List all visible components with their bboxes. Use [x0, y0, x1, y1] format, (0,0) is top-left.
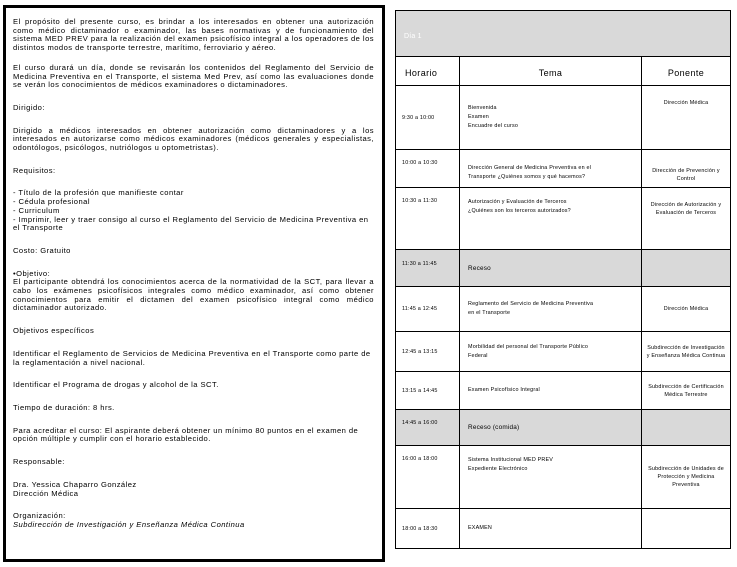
row-topic: Receso (comida) — [460, 410, 642, 446]
course-duration: Tiempo de duración: 8 hrs. — [13, 402, 115, 412]
header-ponente: Ponente — [642, 57, 731, 86]
row-topic — [460, 287, 642, 332]
topic-line: Reglamento del Servicio de Medicina Preventiva — [468, 301, 594, 307]
row-time: 16:00 a 18:00 — [396, 446, 460, 509]
row-time: 11:45 a 12:45 — [396, 287, 460, 332]
topic-line: Autorización y Evaluación de Terceros — [468, 199, 567, 205]
responsible-name: Dra. Yessica Chaparro González — [13, 479, 137, 489]
course-info-panel — [3, 5, 385, 562]
organization-label: Organización: — [13, 511, 66, 521]
topic-line: Federal — [468, 352, 488, 359]
row-speaker: Subdirección de Unidades de Protección y Medicina Preventiva — [642, 446, 731, 509]
row-speaker: Subdirección de Investigación y Enseñanza Médica Continua — [642, 332, 731, 372]
cost-text: Costo: Gratuito — [13, 245, 71, 255]
row-topic: Examen Psicofísico Integral — [460, 372, 642, 410]
row-speaker: Dirección de Prevención y Control — [642, 150, 731, 188]
schedule-row — [396, 446, 731, 509]
requirement-item: - Imprimir, leer y traer consigo al curso el Reglamento del Servicio de Medicina Preventiva en el Transporte — [13, 214, 369, 233]
row-speaker: Dirección Médica — [642, 86, 731, 150]
row-topic — [460, 86, 642, 150]
row-topic — [460, 332, 642, 372]
row-topic — [460, 446, 642, 509]
topic-line: Bienvenida — [468, 105, 497, 111]
header-tema: Tema — [460, 57, 642, 86]
objective-text: El participante obtendrá los conocimientos acerca de la normatividad de la SCT, para llevar a cabo los exámenes psicofísicos integrales como médico examinador, así como obtener conocimientos para emitir el dictamen del examen psicofísico integral como médico dictaminador autorizado. — [13, 277, 374, 313]
requirement-item: - Título de la profesión que manifieste contar — [13, 188, 184, 198]
schedule-row — [396, 188, 731, 250]
day-header-row — [396, 11, 731, 57]
requirement-item: - Cédula profesional — [13, 197, 90, 207]
directed-text: Dirigido a médicos interesados en obtener autorización como dictaminadores y a los interesados en autorizarse como médicos examinadores (médicos generales y especialistas, odontólogos, psicólogos, nutriólogos u optometristas). — [13, 125, 374, 153]
topic-line: Transporte ¿Quiénes somos y qué hacemos? — [468, 174, 586, 180]
topic-line: en el Transporte — [468, 310, 511, 316]
schedule-row — [396, 509, 731, 549]
topic-line: Expediente Electrónico — [468, 466, 528, 472]
schedule-row — [396, 150, 731, 188]
row-speaker: Dirección de Autorización y Evaluación de Terceros — [642, 188, 731, 250]
row-speaker-empty — [642, 250, 731, 287]
row-topic — [460, 188, 642, 250]
schedule-row — [396, 287, 731, 332]
schedule-row — [396, 372, 731, 410]
header-horario: Horario — [396, 57, 460, 86]
schedule-row — [396, 332, 731, 372]
row-time: 13:15 a 14:45 — [396, 372, 460, 410]
purpose-text: El propósito del presente curso, es brindar a los interesados en obtener una autorización como médico dictaminador o examinador, las bases normativas y de funcionamiento del sistema MED PREV para la realización del examen psicofísico integral a los operadores de los distintos modos de transporte terrestre, marítimo, ferroviario y aéreo. — [13, 17, 374, 53]
topic-line: ¿Quiénes son los terceros autorizados? — [468, 208, 571, 214]
topic-line: Morbilidad del personal del Transporte Público — [468, 343, 589, 350]
responsible-department: Dirección Médica — [13, 488, 79, 498]
topic-line: Sistema Institucional MED PREV — [468, 457, 554, 463]
schedule-row — [396, 86, 731, 150]
row-time: 9:30 a 10:00 — [396, 86, 460, 150]
column-header-row — [396, 57, 731, 86]
duration-description: El curso durará un día, donde se revisarán los contenidos del Reglamento del Servicio de Medicina Preventiva en el Transporte, el sistema Med Prev, así como las evaluaciones donde se verán los conocimientos de médicos examinadores o dictaminadores. — [13, 62, 374, 90]
specific-objectives-label: Objetivos específicos — [13, 326, 95, 336]
row-time: 18:00 a 18:30 — [396, 509, 460, 549]
specific-objective-1: Identificar el Reglamento de Servicios de Medicina Preventiva en el Transporte como parte de la reglamentación a nivel nacional. — [13, 348, 371, 367]
requirements-label: Requisitos: — [13, 165, 56, 175]
row-time: 10:30 a 11:30 — [396, 188, 460, 250]
row-time: 11:30 a 11:45 — [396, 250, 460, 287]
topic-line: Examen — [468, 114, 489, 120]
directed-label: Dirigido: — [13, 102, 45, 112]
row-time: 14:45 a 16:00 — [396, 410, 460, 446]
requirement-item: - Curriculum — [13, 205, 60, 215]
row-speaker-empty — [642, 410, 731, 446]
organization-text: Subdirección de Investigación y Enseñanza Médica Continua — [13, 519, 245, 529]
row-speaker: Dirección Médica — [642, 287, 731, 332]
schedule-table — [395, 10, 731, 549]
row-speaker: Subdirección de Certificación Médica Terrestre — [642, 372, 731, 410]
row-topic: Receso — [460, 250, 642, 287]
topic-line: Dirección General de Medicina Preventiva en el — [468, 165, 592, 171]
topic-line: Encuadre del curso — [468, 123, 519, 129]
accreditation-text: Para acreditar el curso: El aspirante deberá obtener un mínimo 80 puntos en el examen de opción múltiple y cumplir con el horario establecido. — [13, 425, 359, 444]
row-time: 12:45 a 13:15 — [396, 332, 460, 372]
schedule-row-break — [396, 250, 731, 287]
objective-label: •Objetivo: — [13, 268, 51, 278]
responsible-label: Responsable: — [13, 457, 65, 467]
row-time: 10:00 a 10:30 — [396, 150, 460, 188]
schedule-row-break — [396, 410, 731, 446]
day-label: Día 1 — [396, 11, 731, 57]
specific-objective-2: Identificar el Programa de drogas y alcohol de la SCT. — [13, 380, 219, 390]
row-topic — [460, 150, 642, 188]
row-topic: EXAMEN — [460, 509, 642, 549]
row-speaker-empty — [642, 509, 731, 549]
